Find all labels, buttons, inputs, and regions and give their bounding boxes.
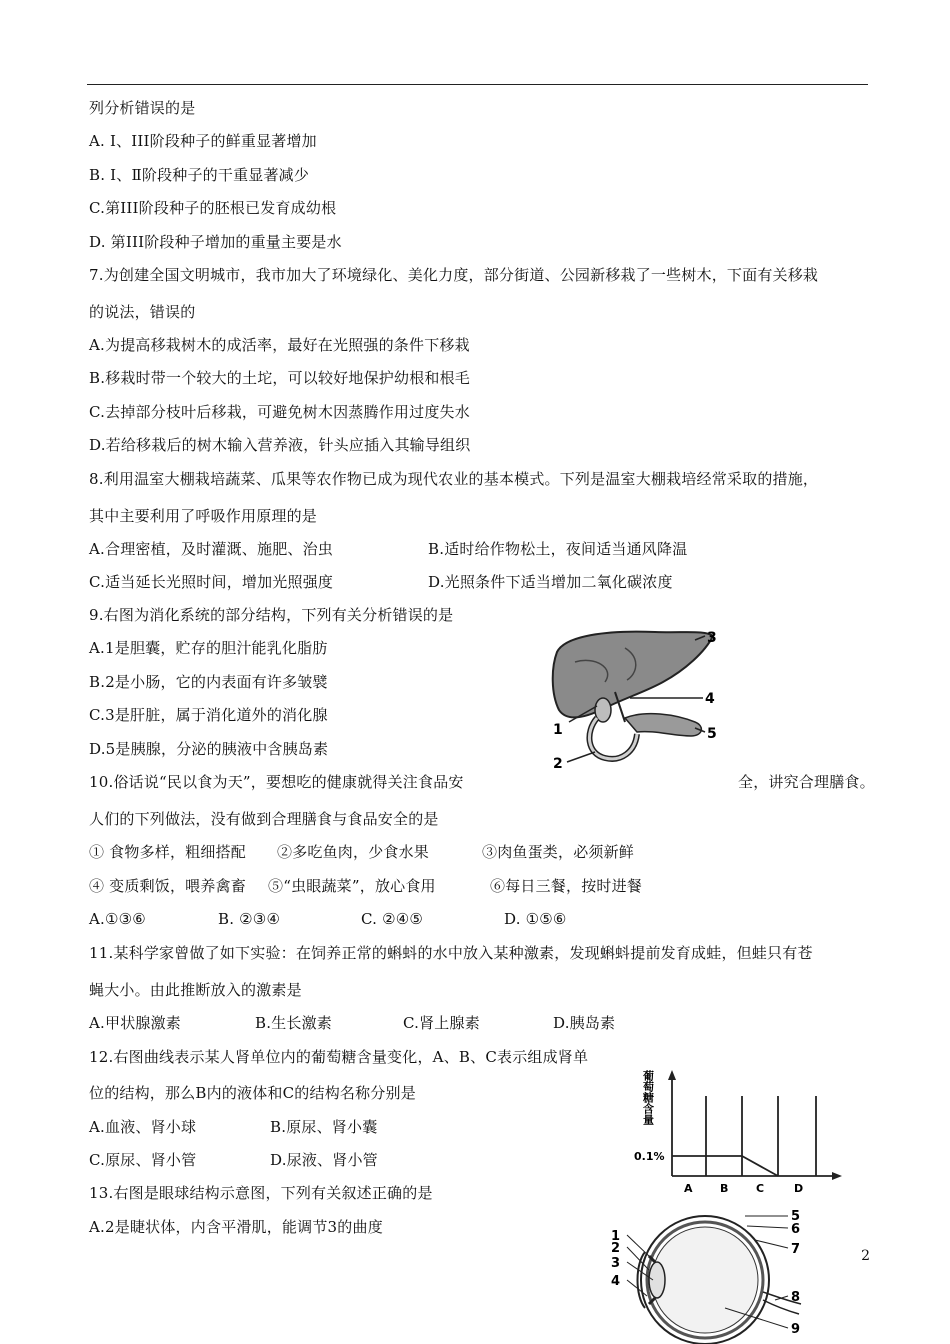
text-line: 其中主要利用了呼吸作用原理的是 — [89, 507, 318, 525]
question-9: 9.右图为消化系统的部分结构，下列有关分析错误的是 — [89, 606, 454, 624]
item: ③肉鱼蛋类，必须新鲜 — [482, 843, 635, 861]
page-number: 2 — [861, 1248, 870, 1264]
text-line: B. Ⅰ、Ⅱ阶段种子的干重显著减少 — [89, 166, 310, 184]
option-b: B.移栽时带一个较大的土坨，可以较好地保护幼根和根毛 — [89, 369, 470, 387]
label-3: 3 — [707, 630, 717, 646]
eye-label-9: 9 — [791, 1322, 801, 1337]
question-13: 13.右图是眼球结构示意图，下列有关叙述正确的是 — [89, 1184, 433, 1202]
question-12: 12.右图曲线表示某人肾单位内的葡萄糖含量变化，A、B、C表示组成肾单 — [89, 1048, 589, 1066]
question-11: 11.某科学家曾做了如下实验：在饲养正常的蝌蚪的水中放入某种激素，发现蝌蚪提前发育成蛙，但蛙只有苍 — [89, 944, 813, 962]
x-label-b: B — [720, 1182, 729, 1194]
option-d: D.光照条件下适当增加二氧化碳浓度 — [428, 573, 673, 591]
header-rule — [87, 84, 868, 85]
text-line: 蝇大小。由此推断放入的激素是 — [89, 981, 302, 999]
item: ⑤“虫眼蔬菜”，放心食用 — [268, 877, 436, 895]
option-b: B.2是小肠，它的内表面有许多皱襞 — [89, 673, 328, 691]
glucose-chart-figure — [628, 1068, 843, 1194]
digestive-system-figure — [545, 622, 735, 772]
option-c: C.原尿、肾小管 — [89, 1151, 197, 1169]
option-a: A.1是胆囊，贮存的胆汁能乳化脂肪 — [89, 639, 328, 657]
eyeball-figure — [605, 1200, 815, 1344]
text-line: 位的结构，那么B内的液体和C的结构名称分别是 — [89, 1084, 416, 1102]
eye-label-1: 1 — [611, 1229, 621, 1244]
text-line: C.第III阶段种子的胚根已发育成幼根 — [89, 199, 337, 217]
item: ⑥每日三餐，按时进餐 — [490, 877, 643, 895]
label-1: 1 — [553, 722, 563, 738]
eye-label-3: 3 — [611, 1256, 621, 1271]
text-line: D. 第III阶段种子增加的重量主要是水 — [89, 233, 342, 251]
lens-shape — [649, 1262, 665, 1298]
label-2: 2 — [553, 756, 563, 772]
option-c: C.适当延长光照时间，增加光照强度 — [89, 573, 334, 591]
item: ④ 变质剩饭，喂养禽畜 — [89, 877, 246, 895]
option-a: A.合理密植，及时灌溉、施肥、治虫 — [89, 540, 334, 558]
option-a: A.血液、肾小球 — [89, 1118, 197, 1136]
item: ① 食物多样，粗细搭配 — [89, 843, 246, 861]
option-d: D.若给移栽后的树木输入营养液，针头应插入其输导组织 — [89, 436, 471, 454]
retina — [652, 1227, 758, 1333]
y-axis-label: 葡萄糖含量 — [641, 1070, 655, 1125]
eye-label-8: 8 — [791, 1290, 801, 1305]
option-d: D.尿液、肾小管 — [270, 1151, 378, 1169]
option-b: B.适时给作物松土，夜间适当通风降温 — [428, 540, 688, 558]
tick-label: 0.1% — [634, 1150, 665, 1163]
text-line: A. Ⅰ、III阶段种子的鲜重显著增加 — [89, 132, 317, 150]
option-c: C.3是肝脏，属于消化道外的消化腺 — [89, 706, 328, 724]
option-d: D. ①⑤⑥ — [504, 910, 567, 928]
option-a: A.为提高移栽树木的成活率，最好在光照强的条件下移栽 — [89, 336, 470, 354]
x-label-c: C — [756, 1182, 765, 1194]
x-label-a: A — [684, 1182, 693, 1194]
pancreas-shape — [625, 714, 701, 736]
eye-label-7: 7 — [791, 1242, 801, 1257]
option-d: D.胰岛素 — [553, 1014, 616, 1032]
eye-label-5: 5 — [791, 1209, 801, 1224]
option-b: B.原尿、肾小囊 — [270, 1118, 378, 1136]
option-a: A.①③⑥ — [89, 910, 146, 928]
question-10: 10.俗话说“民以食为天”，要想吃的健康就得关注食品安 — [89, 773, 464, 791]
eye-label-2: 2 — [611, 1241, 621, 1256]
option-d: D.5是胰腺，分泌的胰液中含胰岛素 — [89, 740, 329, 758]
option-a: A.2是睫状体，内含平滑肌，能调节3的曲度 — [89, 1218, 383, 1236]
text-line: 人们的下列做法，没有做到合理膳食与食品安全的是 — [89, 810, 439, 828]
option-c: C. ②④⑤ — [361, 910, 424, 928]
label-5: 5 — [707, 726, 717, 742]
glucose-curve — [672, 1156, 778, 1176]
option-b: B. ②③④ — [218, 910, 281, 928]
label-4: 4 — [705, 691, 715, 707]
option-c: C.去掉部分枝叶后移栽，可避免树木因蒸腾作用过度失水 — [89, 403, 470, 421]
option-a: A.甲状腺激素 — [89, 1014, 182, 1032]
item: ②多吃鱼肉，少食水果 — [277, 843, 430, 861]
question-7: 7.为创建全国文明城市，我市加大了环境绿化、美化力度，部分街道、公园新移栽了一些树木，下面有关移栽 — [89, 266, 819, 284]
x-label-d: D — [794, 1182, 804, 1194]
question-8: 8.利用温室大棚栽培蔬菜、瓜果等农作物已成为现代农业的基本模式。下列是温室大棚栽培经常采取的措施， — [89, 470, 819, 488]
text-line: 的说法，错误的 — [89, 303, 196, 321]
text-line: 全，讲究合理膳食。 — [738, 773, 875, 791]
option-c: C.肾上腺素 — [403, 1014, 480, 1032]
eye-label-4: 4 — [611, 1274, 621, 1289]
option-b: B.生长激素 — [255, 1014, 332, 1032]
text-line: 列分析错误的是 — [89, 99, 196, 117]
eye-label-6: 6 — [791, 1222, 801, 1237]
